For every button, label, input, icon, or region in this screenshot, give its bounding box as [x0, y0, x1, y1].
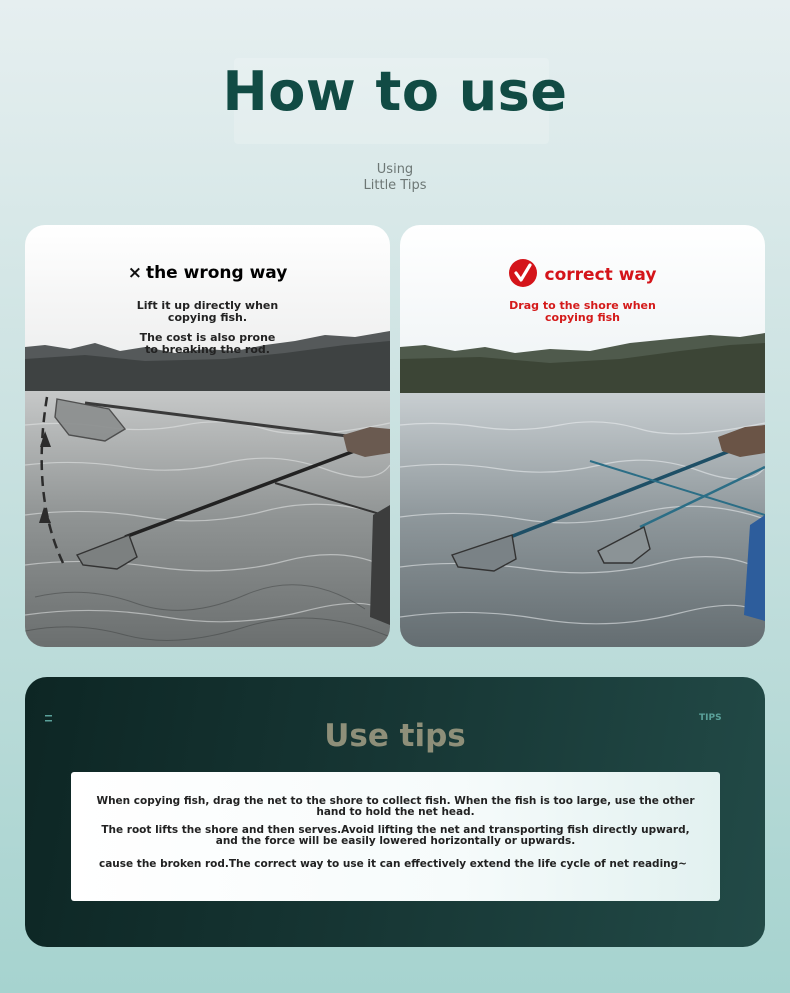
- wrong-way-card: [25, 225, 390, 647]
- subtitle-line-1: Using: [376, 162, 414, 177]
- correct-way-desc-1-text: Drag to the shore when copying fish: [509, 299, 656, 324]
- tips-paragraph-1-text: When copying fish, drag the net to the shore to collect fish. When the fish is too large, use the other hand to hold the net head.: [96, 795, 695, 818]
- check-icon: [509, 259, 537, 287]
- wrong-way-desc-2: [25, 332, 390, 356]
- page-title: How to use: [222, 60, 568, 123]
- wrong-way-heading: [25, 263, 390, 283]
- page-subtitle: [0, 162, 790, 194]
- tips-paragraph-3-text: cause the broken rod.The correct way to use it can effectively extend the life cycle of net reading~: [99, 858, 687, 870]
- tips-title: Use tips: [324, 718, 466, 754]
- cross-icon: ×: [127, 263, 142, 283]
- wrong-way-label: the wrong way: [145, 263, 288, 283]
- tips-label: TIPS: [699, 713, 722, 723]
- subtitle-line-2: Little Tips: [363, 178, 427, 193]
- wrong-way-desc-1: [25, 300, 390, 324]
- correct-way-label: correct way: [544, 265, 657, 285]
- wrong-way-photo: [25, 225, 390, 647]
- tips-paragraph-2-text: The root lifts the shore and then serves.Avoid lifting the net and transporting fish directly upward, and the force will be easily lowered horizontally or upwards.: [101, 824, 690, 847]
- correct-way-heading: [400, 261, 765, 289]
- correct-way-desc-1: [400, 300, 765, 324]
- wrong-way-desc-2-text: The cost is also prone to breaking the rod.: [139, 331, 276, 356]
- tips-paragraph-3: [99, 859, 699, 870]
- tips-paragraph-2: [71, 825, 720, 847]
- tips-paragraph-1: [71, 796, 720, 818]
- wrong-way-desc-1-text: Lift it up directly when copying fish.: [136, 299, 279, 324]
